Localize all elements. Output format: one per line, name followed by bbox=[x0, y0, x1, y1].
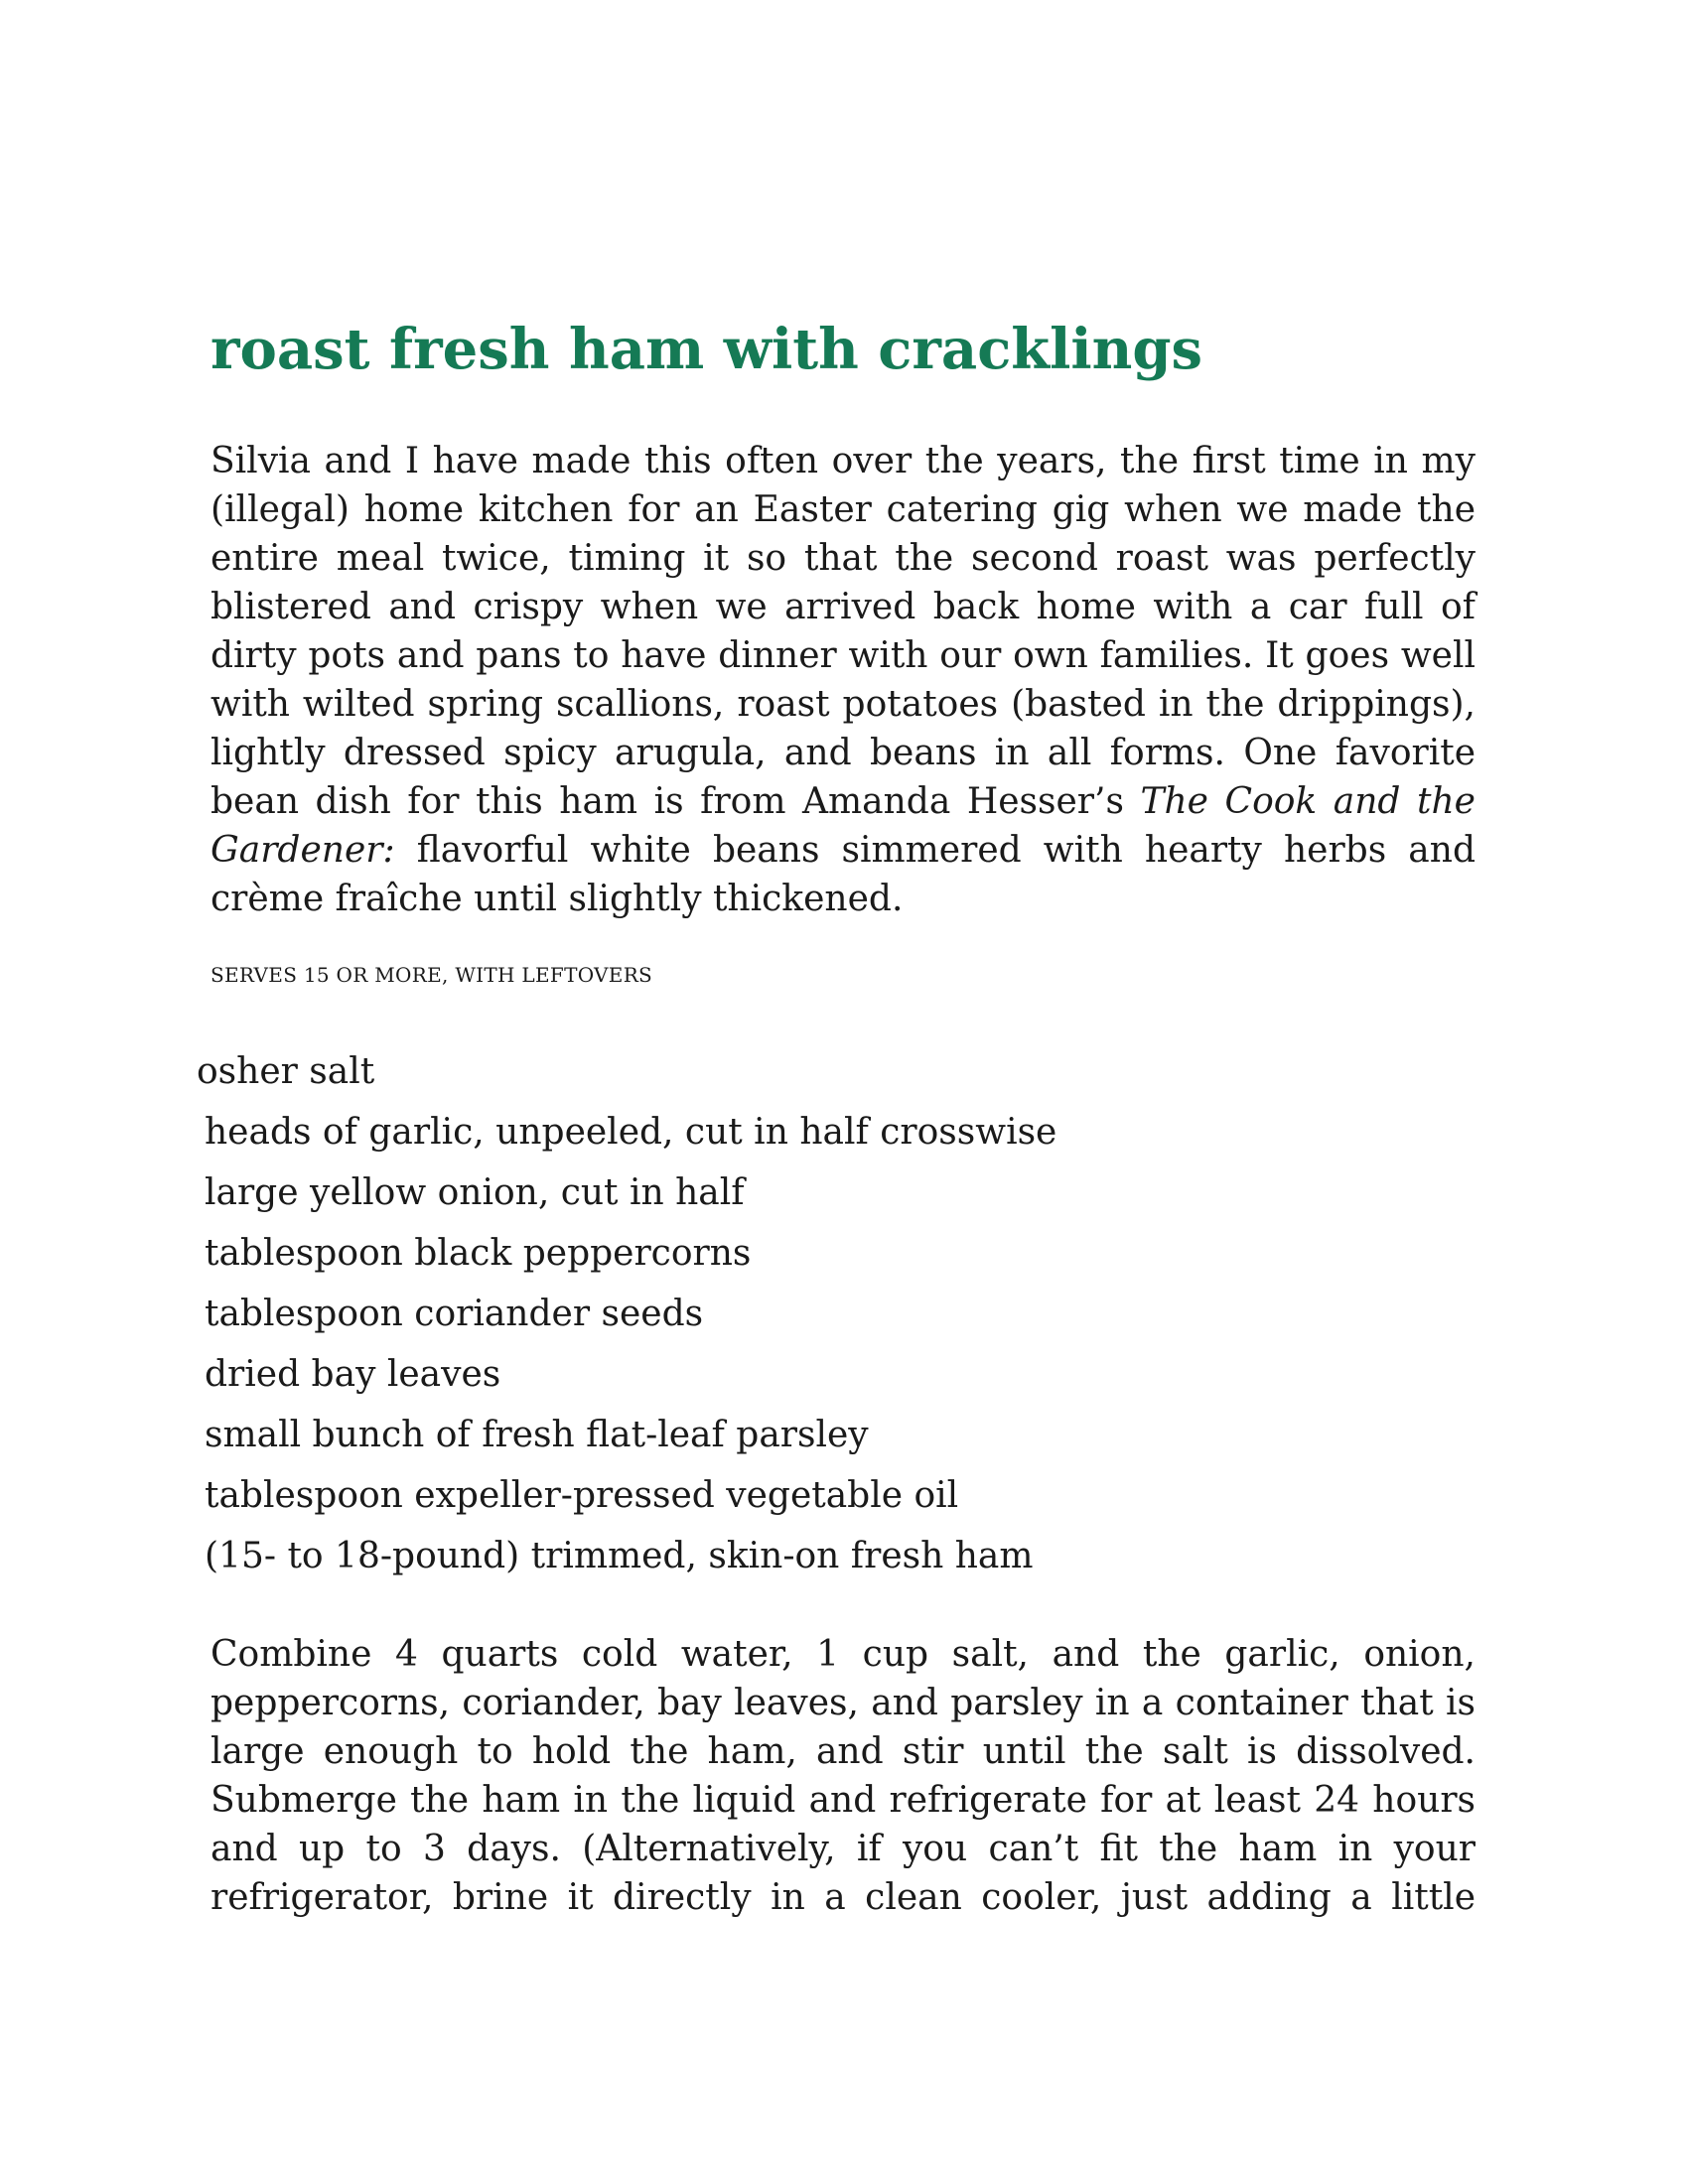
method-paragraph: Combine 4 quarts cold water, 1 cup salt, and the garlic, onion, peppercorns, coriander, bay leaves, and parsley in a container that is large enough to hold the ham, and stir until the salt is dissolved. Submerge the ham in the liquid and refrigerate for at least 24 hours and up to 3 days. (Alternatively, if you can’t fit the ham in your refrigerator, brine it directly in a clean cooler, just adding a little bbox=[211, 1634, 1476, 1918]
ingredient-item: tablespoon expeller-pressed vegetable oil bbox=[205, 1475, 959, 1516]
recipe-intro bbox=[211, 437, 1476, 923]
ingredient-list bbox=[197, 1046, 1056, 1591]
ingredient-item: osher salt bbox=[197, 1051, 375, 1092]
serves-note: SERVES 15 OR MORE, WITH LEFTOVERS bbox=[211, 963, 653, 987]
recipe-title: roast fresh ham with cracklings bbox=[211, 317, 1203, 382]
ingredient-item: tablespoon coriander seeds bbox=[205, 1294, 704, 1334]
ingredient-item: (15- to 18-pound) trimmed, skin-on fresh ham bbox=[205, 1536, 1034, 1576]
ingredient-item: large yellow onion, cut in half bbox=[205, 1172, 745, 1213]
ingredient-item: small bunch of fresh flat-leaf parsley bbox=[205, 1415, 869, 1455]
ingredient-item: dried bay leaves bbox=[205, 1354, 501, 1395]
ingredient-item: heads of garlic, unpeeled, cut in half crosswise bbox=[205, 1112, 1057, 1153]
ingredient-item: tablespoon black peppercorns bbox=[205, 1233, 752, 1274]
intro-book-title: The Cook and the Gardener: bbox=[211, 781, 1476, 871]
intro-text-part1: Silvia and I have made this often over the years, the first time in my (illegal) home kitchen for an Easter catering gig when we made the entire meal twice, timing it so that the second roast was perfectly blistered and crispy when we arrived back home with a car full of dirty pots and pans to have dinner with our own families. It goes well with wilted spring scallions, roast potatoes (basted in the drippings), lightly dressed spicy arugula, and beans in all forms. One favorite bean dish for this ham is from Amanda Hesser’s bbox=[211, 441, 1476, 822]
intro-text-part2: flavorful white beans simmered with hearty herbs and crème fraîche until slightly thickened. bbox=[211, 830, 1476, 919]
